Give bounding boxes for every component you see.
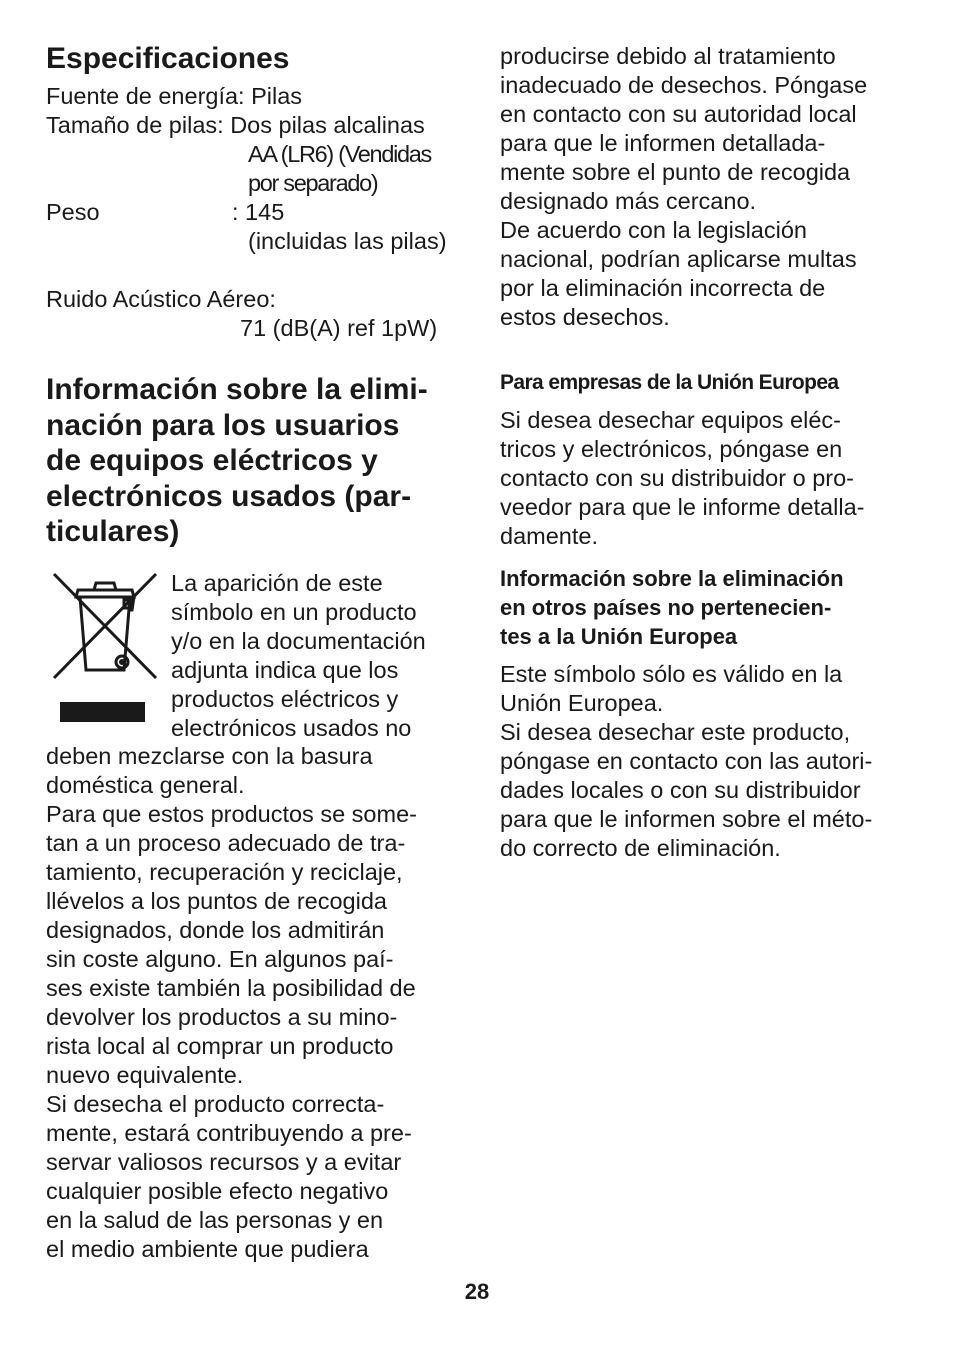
other-countries-title: Información sobre la eliminación en otros países no pertenecien- tes a la Unión Europea	[500, 566, 844, 649]
business-title: Para empresas de la Unión Europea	[500, 371, 839, 394]
weee-title: Información sobre la elimi- nación para los usuarios de equipos eléctricos y electrónicos usados (par- ticulares)	[46, 373, 428, 548]
crossed-out-wheelie-bin-icon	[50, 570, 162, 725]
continuation-text: producirse debido al tratamiento inadecuado de desechos. Póngase en contacto con su autoridad local para que le informen detallada- mente sobre el punto de recogida designado más cercano. De acuerdo con la legislación nacional, podrían aplicarse multas por la eliminación incorrecta de estos desechos.	[500, 43, 868, 330]
weight-label: Peso	[46, 199, 100, 225]
weight-value: : 145	[232, 199, 285, 225]
weee-symbol-text: La aparición de este símbolo en un producto y/o en la documentación adjunta indica que los productos eléctricos y electrónicos usados no	[171, 570, 426, 741]
weee-body: deben mezclarse con la basura doméstica general. Para que estos productos se some- tan a un proceso adecuado de tra- tamiento, recuperación y reciclaje, llévelos a los puntos de recogida designados, donde los admitirán sin coste alguno. En algunos paí- ses existe también la posibilidad de devolver los productos a su mino- rista local al comprar un producto nuevo equivalente. Si desecha el producto correcta- mente, estará contribuyendo a pre- servar valiosos recursos y a evitar cualquier posible efecto negativo en la salud de las personas y en el medio ambiente que pudiera	[46, 743, 417, 1262]
noise-value: 71 (dB(A) ref 1pW)	[240, 315, 438, 341]
other-countries-body: Este símbolo sólo es válido en la Unión Europea. Si desea desechar este producto, póngase en contacto con las autori- dades locales o con su distribuidor para que le informen sobre el méto- do correcto de eliminación.	[500, 661, 873, 861]
power-source: Fuente de energía: Pilas	[46, 83, 303, 109]
noise-label: Ruido Acústico Aéreo:	[46, 286, 276, 312]
weight-note: (incluidas las pilas)	[248, 228, 447, 254]
battery-size-line3: por separado)	[248, 170, 378, 196]
battery-size: Tamaño de pilas: Dos pilas alcalinas	[46, 112, 425, 138]
battery-size-line2: AA (LR6) (Vendidas	[248, 141, 431, 167]
page-number: 28	[464, 1279, 490, 1304]
business-body: Si desea desechar equipos eléc- tricos y electrónicos, póngase en contacto con su distribuidor o pro- veedor para que le informe detalla- damente.	[500, 407, 865, 549]
specs-title: Especificaciones	[46, 42, 290, 75]
